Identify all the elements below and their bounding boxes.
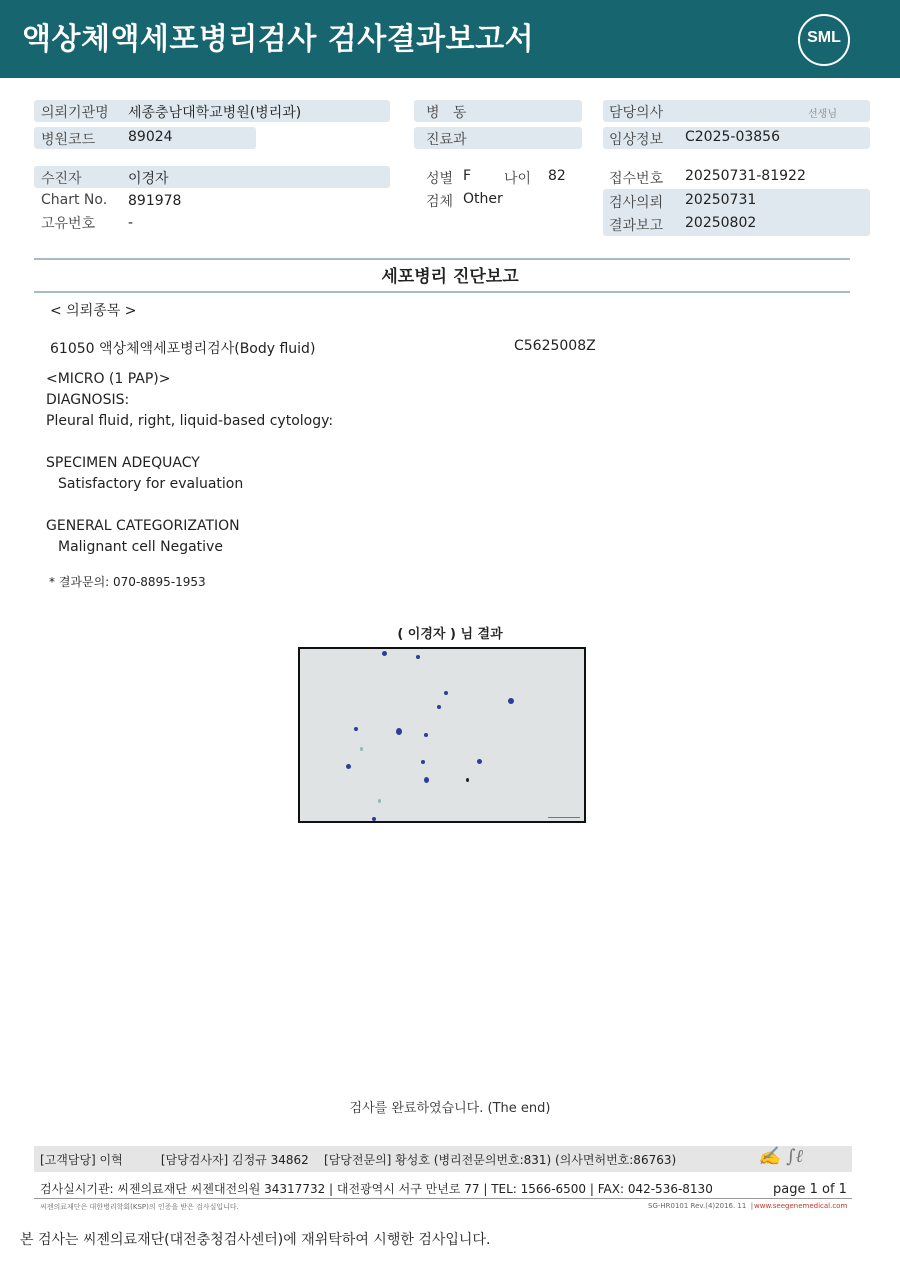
requester-value: 세종충남대학교병원(병리과)	[128, 105, 302, 121]
revision-code: SG-HR0101 Rev.(4)2016. 11 |	[648, 1202, 758, 1210]
page-number: page 1 of 1	[773, 1182, 847, 1197]
unique-label: 고유번호	[41, 216, 96, 232]
diagnosis-label: DIAGNOSIS:	[46, 392, 130, 408]
adequacy-value: Satisfactory for evaluation	[58, 476, 244, 492]
adequacy-label: SPECIMEN ADEQUACY	[46, 455, 200, 471]
chart-label: Chart No.	[41, 192, 108, 208]
ksp-note: 씨젠의료재단은 대한병리학회(KSP)의 인증을 받은 검사실입니다.	[40, 1203, 239, 1211]
hospital-code-label: 병원코드	[41, 132, 96, 148]
section-rule-top	[34, 258, 850, 260]
req-date-value: 20250731	[685, 192, 757, 208]
cell-dot	[444, 691, 448, 695]
patient-label: 수진자	[41, 171, 82, 187]
sex-label: 성별	[426, 171, 454, 187]
cell-dot	[466, 778, 469, 782]
cell-dot	[346, 764, 351, 769]
report-title: 액상체액세포병리검사 검사결과보고서	[22, 22, 535, 57]
dept-label: 진료과	[426, 132, 467, 148]
scale-bar	[548, 817, 580, 818]
website-link[interactable]: www.seegenemedical.com	[754, 1202, 848, 1210]
cell-dot	[354, 727, 358, 731]
cell-dot	[424, 777, 429, 783]
cell-dot	[396, 728, 402, 735]
logo-text: SML	[807, 29, 841, 46]
receipt-label: 접수번호	[609, 171, 664, 187]
cell-dot	[378, 799, 381, 803]
cell-dot	[424, 733, 428, 737]
cytology-image	[298, 647, 586, 823]
cell-dot	[416, 655, 420, 659]
contact-info: * 결과문의: 070-8895-1953	[49, 575, 206, 589]
lab-line: 검사실시기관: 씨젠의료재단 씨젠대전의원 34317732 | 대전광역시 서구 만년로 77 | TEL: 1566-6500 | FAX: 042-536-8130	[40, 1182, 713, 1196]
cell-dot	[477, 759, 482, 764]
sml-logo	[798, 14, 850, 66]
age-label: 나이	[504, 171, 532, 187]
report-date-value: 20250802	[685, 215, 757, 231]
cell-dot	[437, 705, 441, 709]
hospital-code-value: 89024	[128, 129, 173, 145]
item-code-name: 61050 액상체액세포병리검사(Body fluid)	[50, 341, 316, 357]
image-caption: ( 이경자 ) 님 결과	[397, 627, 503, 642]
cell-dot	[508, 698, 514, 704]
staff-line: [고객담당] 이혁 [담당검사자] 김정규 34862 [담당전문의] 황성호 (병리전문의번호:831) (의사면허번호:86763)	[40, 1153, 677, 1167]
category-value: Malignant cell Negative	[58, 539, 223, 555]
signature-icon: ✍ ∫ℓ	[758, 1146, 804, 1167]
cell-dot	[421, 760, 425, 764]
ward-label: 병 동	[426, 105, 467, 121]
sex-value: F	[463, 168, 472, 184]
chart-value: 891978	[128, 193, 182, 209]
specimen-value: Other	[463, 191, 503, 207]
patient-row	[34, 166, 390, 188]
items-header: < 의뢰종목 >	[50, 303, 137, 319]
diagnosis-value: Pleural fluid, right, liquid-based cytology:	[46, 413, 334, 429]
age-value: 82	[548, 168, 566, 184]
header-bar	[0, 0, 900, 78]
bottom-note: 본 검사는 씨젠의료재단(대전충청검사센터)에 재위탁하여 시행한 검사입니다.	[20, 1232, 491, 1248]
micro-heading: <MICRO (1 PAP)>	[46, 371, 171, 387]
footer-divider	[34, 1198, 852, 1199]
section-title: 세포병리 진단보고	[381, 267, 519, 287]
clinical-label: 임상정보	[609, 132, 664, 148]
category-label: GENERAL CATEGORIZATION	[46, 518, 240, 534]
the-end-text: 검사를 완료하였습니다. (The end)	[349, 1101, 551, 1116]
receipt-value: 20250731-81922	[685, 168, 806, 184]
cell-dot	[372, 817, 376, 821]
patient-value: 이경자	[128, 171, 169, 187]
cell-dot	[360, 747, 363, 751]
section-rule-bottom	[34, 291, 850, 293]
report-date-label: 결과보고	[609, 218, 664, 234]
unique-value: -	[128, 215, 134, 231]
item-id: C5625008Z	[514, 338, 596, 354]
cell-dot	[382, 651, 387, 656]
doctor-label: 담당의사	[609, 105, 664, 121]
clinical-value: C2025-03856	[685, 129, 780, 145]
doctor-suffix: 선생님	[808, 109, 837, 120]
requester-label: 의뢰기관명	[41, 105, 109, 121]
specimen-label: 검체	[426, 194, 454, 210]
req-date-label: 검사의뢰	[609, 195, 664, 211]
